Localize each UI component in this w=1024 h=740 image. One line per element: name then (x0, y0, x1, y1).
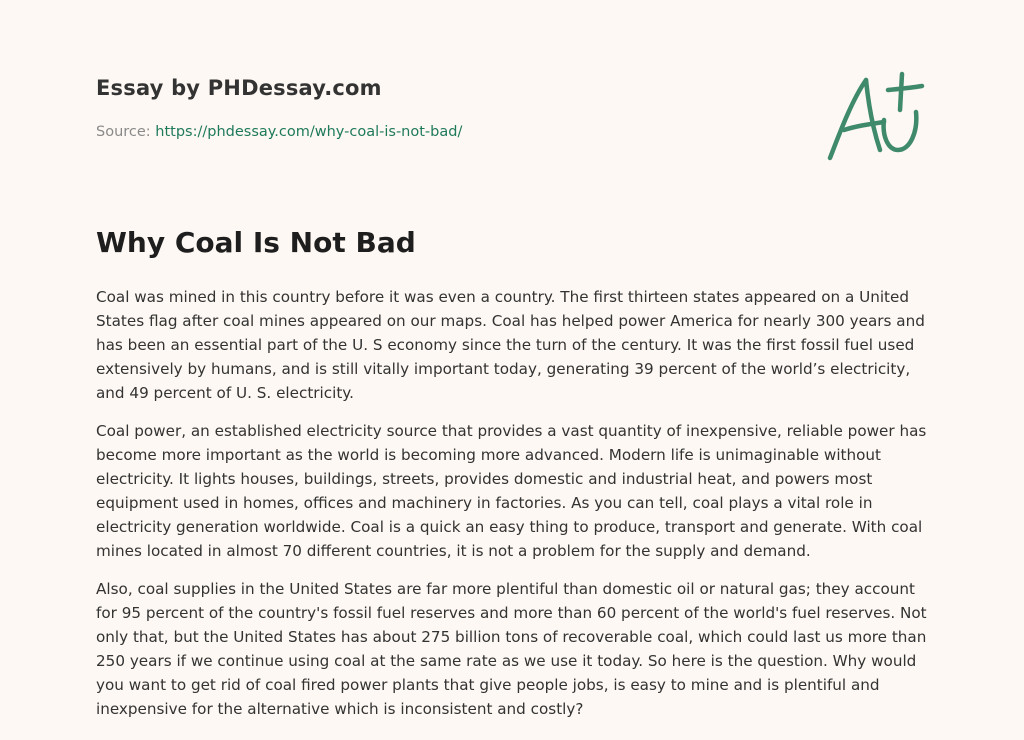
a-plus-logo-icon (826, 70, 926, 162)
site-brand: Essay by PHDessay.com (96, 76, 382, 100)
paragraph: Coal was mined in this country before it was even a country. The first thirteen states appeared on a United States flag after coal mines appeared on our maps. Coal has helped power America for nearly 300 years and has been an essential part of the U. S economy since the turn of the century. It was the first fossil fuel used extensively by humans, and is still vitally important today, generating 39 percent of the world’s electricity, and 49 percent of U. S. electricity. (96, 288, 925, 402)
essay-body (96, 285, 932, 735)
source-label: Source: (96, 124, 151, 140)
header (96, 0, 928, 200)
essay-title: Why Coal Is Not Bad (96, 226, 416, 259)
source-line (96, 124, 462, 140)
paragraph: Coal power, an established electricity source that provides a vast quantity of inexpensive, reliable power has become more important as the world is becoming more advanced. Modern life is unimaginable without electricity. It lights houses, buildings, streets, provides domestic and industrial heat, and powers most equipment used in homes, offices and machinery in factories. As you can tell, coal plays a vital role in electricity generation worldwide. Coal is a quick an easy thing to produce, transport and generate. With coal mines located in almost 70 different countries, it is not a problem for the supply and demand. (96, 422, 927, 560)
paragraph: Also, coal supplies in the United States are far more plentiful than domestic oil or natural gas; they account for 95 percent of the country's fossil fuel reserves and more than 60 percent of the world's fuel reserves. Not only that, but the United States has about 275 billion tons of recoverable coal, which could last us more than 250 years if we continue using coal at the same rate as we use it today. So here is the question. Why would you want to get rid of coal fired power plants that give people jobs, is easy to mine and is plentiful and inexpensive for the alternative which is inconsistent and costly? (96, 580, 927, 718)
source-link[interactable]: https://phdessay.com/why-coal-is-not-bad/ (155, 124, 463, 140)
